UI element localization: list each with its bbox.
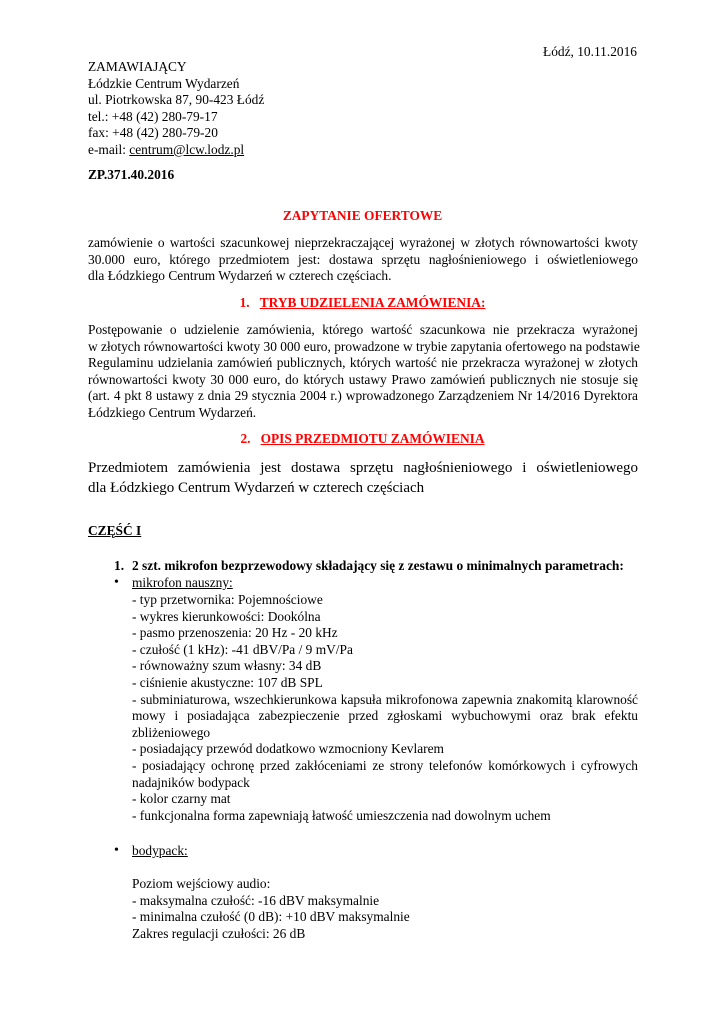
reference-number: ZP.371.40.2016	[88, 167, 175, 182]
section2-paragraph	[88, 458, 638, 498]
item-1-number: 1.	[114, 558, 125, 573]
intro-line: dla Łódzkiego Centrum Wydarzeń w czterech częściach.	[88, 268, 392, 284]
section1-line: Łódzkiego Centrum Wydarzeń.	[88, 404, 257, 420]
spec-line: Poziom wejściowy audio:	[132, 876, 271, 891]
spec-line: - funkcjonalna forma zapewniają łatwość umieszczenia nad dowolnym uchem	[132, 807, 551, 823]
header-address: ul. Piotrkowska 87, 90-423 Łódź	[88, 92, 265, 108]
spec-line: nadajników bodypack	[132, 774, 250, 790]
header-label: ZAMAWIAJĄCY	[88, 59, 187, 74]
spec-line: - minimalna czułość (0 dB): +10 dBV maksymalnie	[132, 909, 410, 925]
section1-line: równowartości kwoty 30 000 euro, do których ustawy Prawo zamówień publicznych nie stosuje się	[88, 371, 638, 387]
bullet-icon: •	[114, 843, 119, 858]
bodypack-spec-list	[132, 876, 638, 942]
spec-line: - typ przetwornika: Pojemnościowe	[132, 592, 323, 607]
part-heading: CZĘŚĆ I	[88, 523, 142, 538]
section1-line: Postępowanie o udzielenie zamówienia, którego wartość szacunkowa nie przekracza wyrażonej	[88, 322, 638, 337]
page-title: ZAPYTANIE OFERTOWE	[282, 208, 443, 223]
spec-line: - wykres kierunkowości: Dookólna	[132, 608, 321, 624]
spec-line: mowy i posiadająca zabezpieczenie przed zgłoskami wybuchowymi oraz brak efektu	[132, 708, 638, 724]
header-tel: tel.: +48 (42) 280-79-17	[88, 108, 218, 124]
spec-line: - posiadający ochronę przed zakłóceniami ze strony telefonów komórkowych i cyfrowych	[132, 757, 638, 773]
bodypack-bullet-row	[0, 843, 725, 860]
section1-line: Regulaminu udzielania zamówień publicznych, których wartość nie przekracza wyrażonej w złotych	[88, 355, 638, 371]
section1-heading	[88, 295, 637, 312]
intro-line: zamówienie o wartości szacunkowej nieprzekraczającej wyrażonej w złotych równowartości kwoty	[88, 235, 638, 250]
intro-line: 30.000 euro, którego przedmiotem jest: dostawa sprzętu nagłośnieniowego i oświetleniowego	[88, 251, 638, 267]
spec-line: - czułość (1 kHz): -41 dBV/Pa / 9 mV/Pa	[132, 641, 353, 657]
spec-line: Zakres regulacji czułości: 26 dB	[132, 925, 306, 941]
section1-paragraph	[88, 322, 638, 422]
spec-line: - równoważny szum własny: 34 dB	[132, 658, 322, 674]
date-place: Łódź, 10.11.2016	[543, 44, 637, 59]
intro-paragraph	[88, 235, 638, 285]
item-1-text: 2 szt. mikrofon bezprzewodowy składający się z zestawu o minimalnych parametrach:	[132, 558, 624, 573]
bodypack-label: bodypack:	[132, 843, 188, 858]
section2-heading	[88, 431, 637, 448]
headset-label: mikrofon nauszny:	[132, 575, 233, 590]
section1-title: TRYB UDZIELENIA ZAMÓWIENIA:	[259, 295, 486, 310]
spec-line: - posiadający przewód dodatkowo wzmocniony Kevlarem	[132, 741, 444, 757]
email-link[interactable]: centrum@lcw.lodz.pl	[129, 141, 245, 157]
headset-spec-list	[132, 592, 638, 824]
section2-number: 2.	[240, 431, 251, 446]
spec-line: zbliżeniowego	[132, 724, 211, 740]
spec-line: - maksymalna czułość: -16 dBV maksymalnie	[132, 892, 380, 908]
headset-bullet-row	[0, 575, 725, 592]
spec-line: - kolor czarny mat	[132, 791, 231, 807]
bullet-icon: •	[114, 575, 119, 590]
header-fax: fax: +48 (42) 280-79-20	[88, 125, 218, 141]
section1-number: 1.	[239, 295, 250, 310]
section1-line: (art. 4 pkt 8 ustawy z dnia 29 stycznia 2004 r.) wprowadzonego Zarządzeniem Nr 14/2016 Dyrektora	[88, 388, 638, 404]
contracting-authority	[88, 59, 264, 159]
spec-line: - ciśnienie akustyczne: 107 dB SPL	[132, 674, 323, 690]
section2-title: OPIS PRZEDMIOTU ZAMÓWIENIA	[260, 431, 485, 446]
section2-line: Przedmiotem zamówienia jest dostawa sprzętu nagłośnieniowego i oświetleniowego	[88, 460, 638, 476]
section2-line: dla Łódzkiego Centrum Wydarzeń w czterech częściach	[88, 480, 425, 496]
header-email-prefix: e-mail:	[88, 141, 130, 157]
header-email-line	[88, 142, 264, 159]
spec-line: - subminiaturowa, wszechkierunkowa kapsuła mikrofonowa zapewnia znakomitą klarowność	[132, 691, 638, 707]
item-1	[0, 558, 725, 575]
header-org-name: Łódzkie Centrum Wydarzeń	[88, 75, 240, 91]
section1-line: w złotych równowartości kwoty 30 000 euro, prowadzone w trybie zapytania ofertowego na podstawie	[88, 338, 640, 354]
spec-line: - pasmo przenoszenia: 20 Hz - 20 kHz	[132, 625, 338, 641]
